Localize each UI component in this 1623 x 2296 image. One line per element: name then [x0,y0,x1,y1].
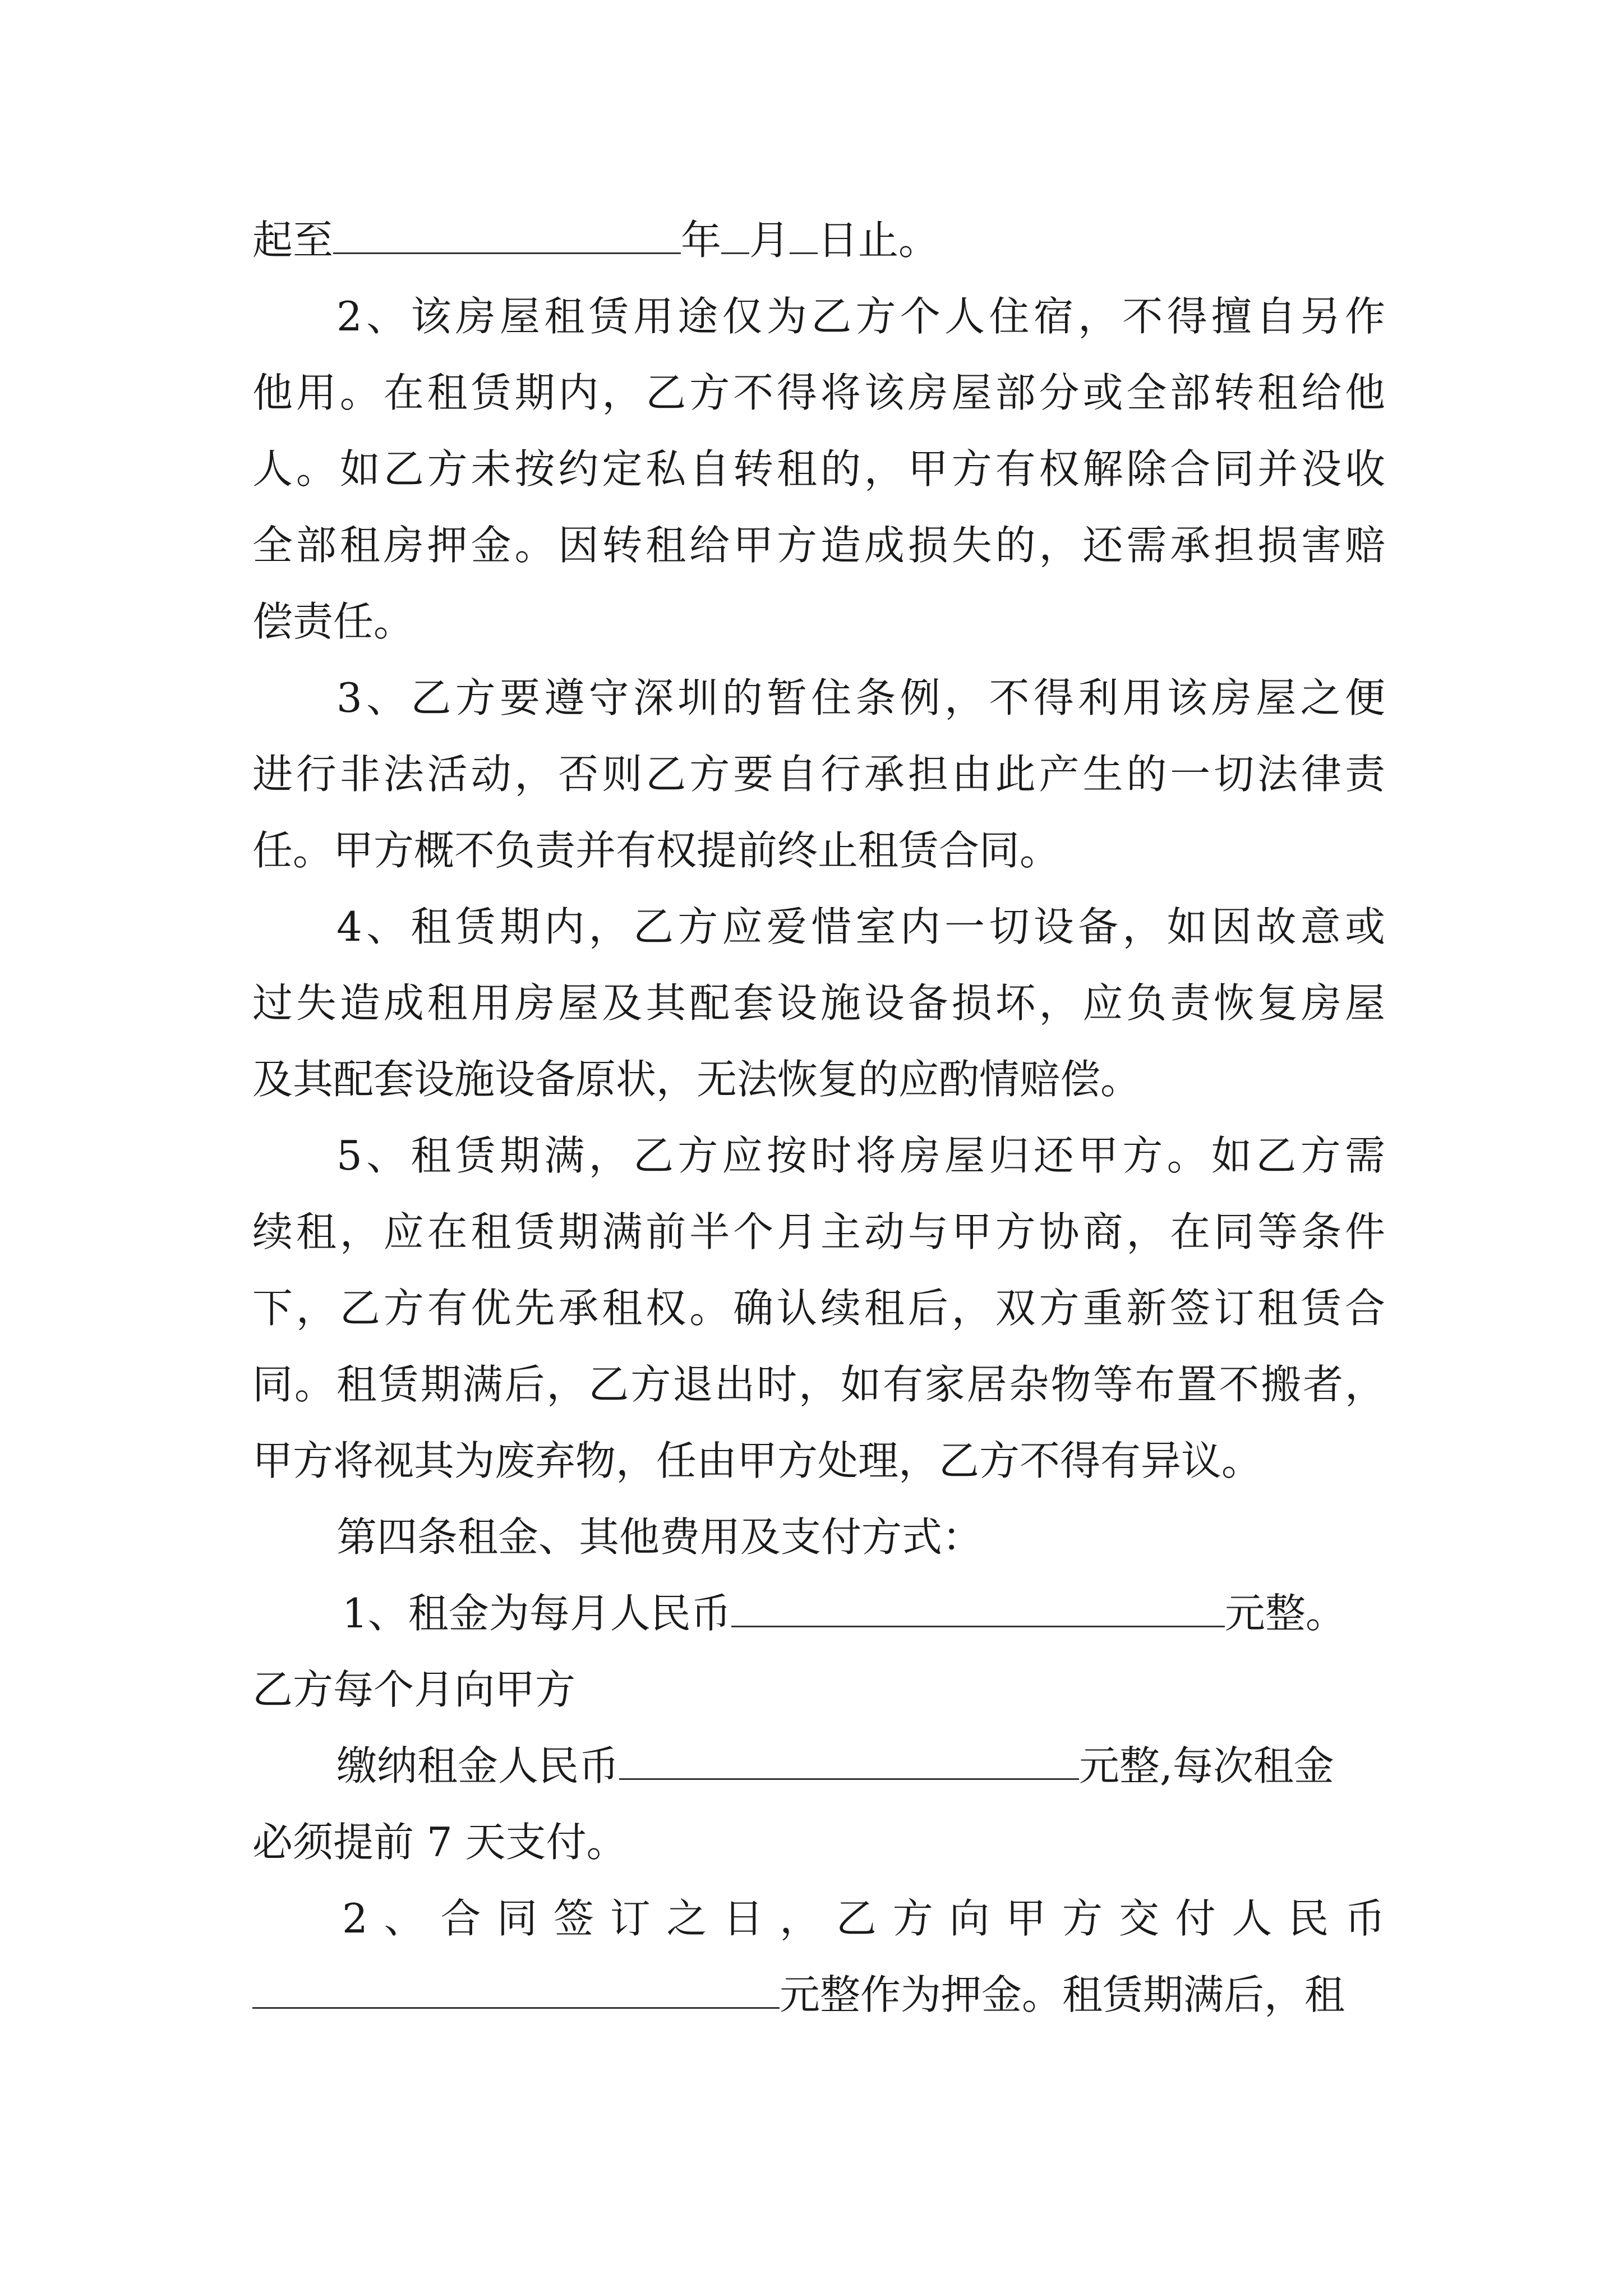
deposit-clause [252,1880,1385,2033]
clause-4-line-1: 4、租赁期内，乙方应爱惜室内一切设备，如因故意或 [336,903,1385,950]
end-date-blank [333,208,681,254]
clause-2-line-3: 人。如乙方未按约定私自转租的，甲方有权解除合同并没收 [252,445,1385,493]
rent-line-1 [252,1575,1385,1651]
day-label: 日止。 [818,217,939,264]
rent-monthly-label: 1、租金为每月人民币 [342,1590,731,1637]
clause-5-line-5: 甲方将视其为废弃物，任由甲方处理，乙方不得有异议。 [252,1437,1262,1484]
clause-5-line-3: 下，乙方有优先承租权。确认续租后，双方重新签订租赁合 [252,1285,1385,1332]
clause-5-line-1: 5、租赁期满，乙方应按时将房屋归还甲方。如乙方需 [336,1132,1385,1179]
clause-2-line-5: 偿责任。 [252,598,414,645]
rent-line-3 [252,1728,1385,1804]
rent-payment-label: 缴纳租金人民币 [336,1742,620,1789]
clause-3 [252,660,1385,889]
clause-3-line-3: 任。甲方概不负责并有权提前终止租赁合同。 [252,827,1061,874]
lease-end-prefix: 起至 [252,217,334,264]
rent-payment-unit: 元整,每次租金 [1079,1742,1334,1789]
clause-3-line-1: 3、乙方要遵守深圳的暂住条例，不得利用该房屋之便 [336,674,1385,721]
deposit-line-1: 2、合同签订之日，乙方向甲方交付人民币 [342,1895,1385,1942]
clause-5-line-4: 同。租赁期满后，乙方退出时，如有家居杂物等布置不搬者， [252,1361,1385,1408]
clause-2-line-2: 他用。在租赁期内，乙方不得将该房屋部分或全部转租给他 [252,369,1385,416]
clause-2 [252,278,1385,660]
deposit-line-2 [252,1957,1385,2033]
rent-payment-blank [619,1733,1079,1780]
day-blank [790,208,818,254]
deposit-text: 元整作为押金。租赁期满后，租 [780,1971,1345,2018]
clause-2-line-4: 全部租房押金。因转租给甲方造成损失的，还需承担损害赔 [252,522,1385,569]
rent-clause [252,1575,1385,1880]
article-4-title: 第四条租金、其他费用及支付方式： [336,1513,983,1561]
clause-2-line-1: 2、该房屋租赁用途仅为乙方个人住宿，不得擅自另作 [336,293,1385,340]
year-label: 年 [681,217,722,264]
rent-line-4: 必须提前 7 天支付。 [252,1819,627,1866]
rent-unit: 元整。 [1224,1590,1346,1637]
rent-line-2: 乙方每个月向甲方 [252,1666,576,1713]
clause-5-line-2: 续租，应在租赁期满前半个月主动与甲方协商，在同等条件 [252,1208,1385,1255]
month-blank [721,208,749,254]
clause-5 [252,1117,1385,1499]
monthly-rent-blank [731,1581,1225,1627]
document-body [252,202,1385,2033]
clause-4-line-3: 及其配套设施设备原状，无法恢复的应酌情赔偿。 [252,1056,1141,1103]
clause-4-line-2: 过失造成租用房屋及其配套设施设备损坏，应负责恢复房屋 [252,979,1385,1027]
clause-3-line-2: 进行非法活动，否则乙方要自行承担由此产生的一切法律责 [252,751,1385,798]
clause-4 [252,889,1385,1117]
deposit-amount-blank [252,1962,780,2009]
lease-end-line [252,202,1385,278]
month-label: 月 [749,217,790,264]
